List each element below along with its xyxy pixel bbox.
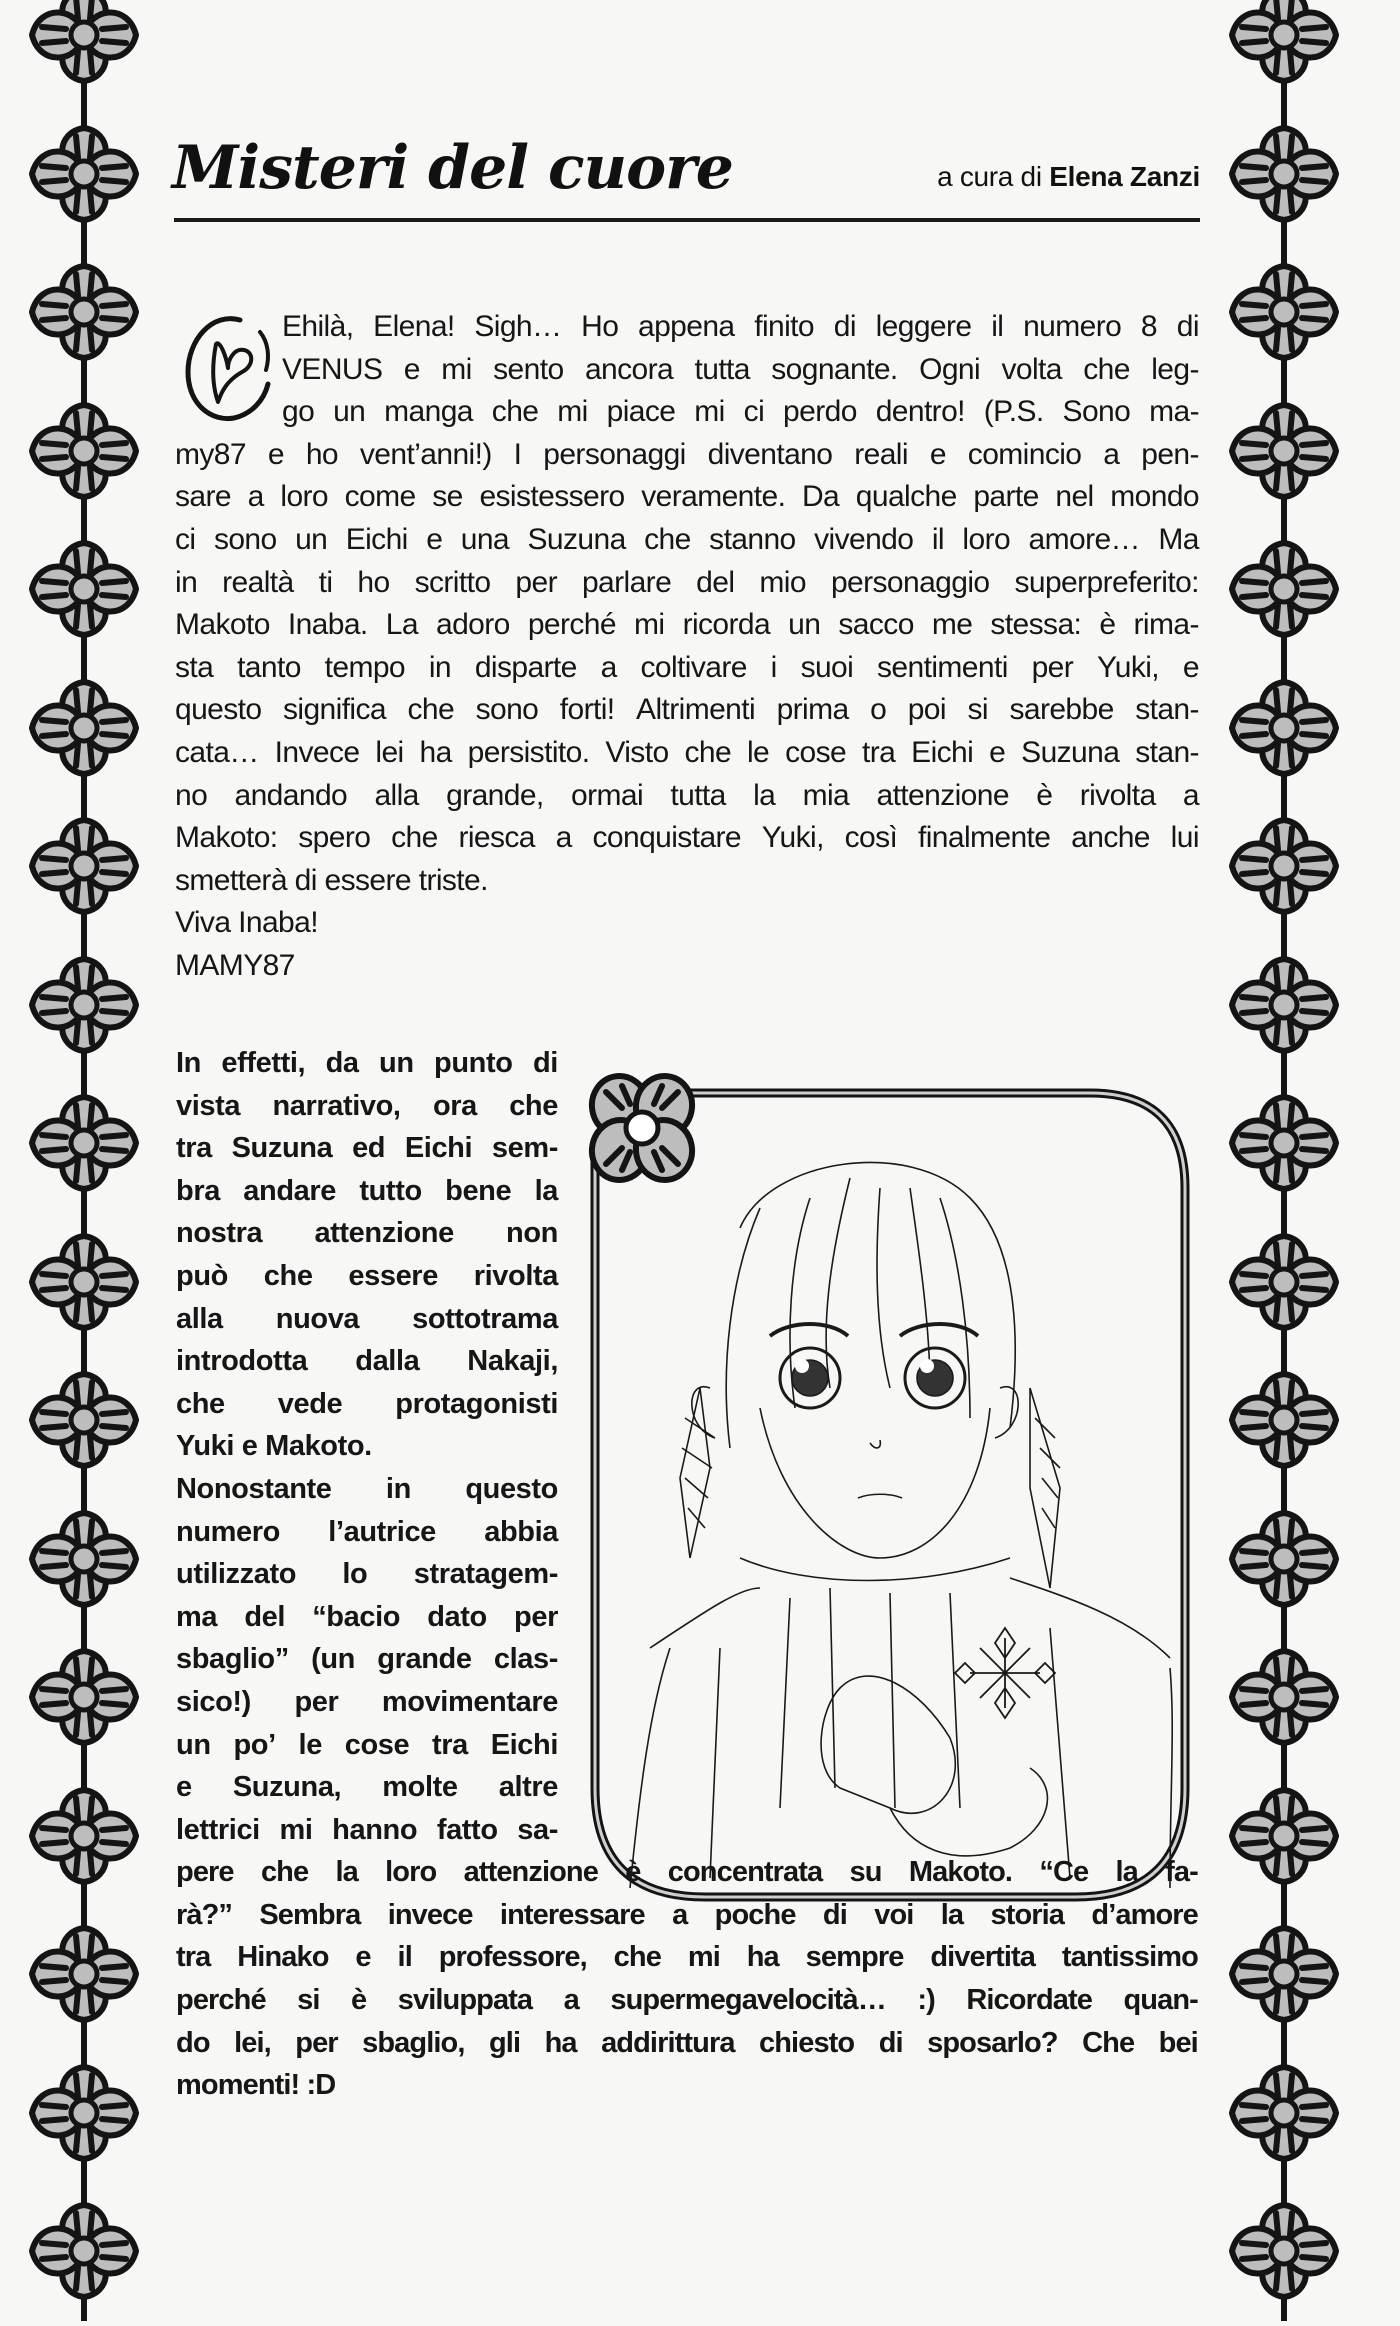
editor-answer	[176, 1042, 1198, 2107]
answer-line: può che essere rivolta	[176, 1259, 558, 1292]
flower-icon	[1214, 2181, 1354, 2321]
answer-line: lettrici mi hanno fatto sa-	[176, 1813, 558, 1846]
flower-icon	[14, 1766, 154, 1906]
flower-icon	[14, 2043, 154, 2183]
answer-line: ma del “bacio dato per	[176, 1600, 558, 1633]
flower-icon	[14, 381, 154, 521]
answer-line: In effetti, da un punto di	[176, 1047, 558, 1079]
answer-line: introdotta dalla Nakaji,	[176, 1345, 558, 1378]
letter-line: Makoto: spero che riesca a conquistare Yuki, così finalmente anche lui	[175, 821, 1199, 855]
flower-icon	[1214, 658, 1354, 798]
letter-line: in realtà ti ho scritto per parlare del mio personaggio superpreferito:	[175, 565, 1199, 599]
flower-icon	[1214, 935, 1354, 1075]
flower-icon	[1214, 1627, 1354, 1767]
letter-line: sta tanto tempo in disparte a coltivare i suoi sentimenti per Yuki, e	[175, 650, 1199, 684]
answer-line: rà?” Sembra invece interessare a poche di voi la storia d’amore	[176, 1898, 1198, 1931]
letter-line: ci sono un Eichi e una Suzuna che stanno vivendo il loro amore… Ma	[175, 522, 1199, 556]
flower-icon	[1214, 0, 1354, 105]
flower-icon	[14, 104, 154, 244]
header-rule	[174, 218, 1200, 222]
letter-line: no andando alla grande, ormai tutta la mia attenzione è rivolta a	[175, 778, 1199, 812]
flower-icon	[14, 935, 154, 1075]
letter-line: smetterà di essere triste.	[175, 863, 488, 897]
letter-line: sare a loro come se esistessero veramente. Da qualche parte nel mondo	[175, 480, 1199, 514]
letter-closing: Viva Inaba!	[175, 906, 318, 940]
letter-line: Ehilà, Elena! Sigh… Ho appena finito di leggere il numero 8 di	[282, 310, 1199, 343]
flower-icon	[14, 1627, 154, 1767]
letter-line: my87 e ho vent’anni!) I personaggi diventano reali e comincio a pen-	[175, 437, 1199, 471]
flower-icon	[14, 519, 154, 659]
flower-icon	[1214, 1766, 1354, 1906]
flower-icon	[1214, 1904, 1354, 2044]
answer-line: tra Suzuna ed Eichi sem-	[176, 1132, 558, 1165]
answer-line: momenti! :D	[176, 2069, 336, 2102]
byline-prefix: a cura di	[937, 161, 1042, 192]
answer-line: tra Hinako e il professore, che mi ha sempre divertita tantissimo	[176, 1941, 1198, 1974]
flower-icon	[14, 0, 154, 105]
flower-icon	[14, 1489, 154, 1629]
answer-line: nostra attenzione non	[176, 1217, 558, 1250]
flower-icon	[14, 242, 154, 382]
flower-icon	[1214, 796, 1354, 936]
byline-author: Elena Zanzi	[1049, 161, 1200, 192]
answer-line: pere che la loro attenzione è concentrata su Makoto. “Ce la fa-	[176, 1856, 1198, 1889]
answer-line: perché si è sviluppata a supermegavelocità… :) Ricordate quan-	[176, 1984, 1198, 2017]
left-flower-border	[14, 0, 154, 2230]
answer-line: Nonostante in questo	[176, 1472, 558, 1505]
answer-line: do lei, per sbaglio, gli ha addirittura chiesto di sposarlo? Che bei	[176, 2026, 1198, 2059]
letter-line: cata… Invece lei ha persistito. Visto che le cose tra Eichi e Suzuna stan-	[175, 735, 1199, 769]
flower-icon	[14, 2181, 154, 2321]
flower-icon	[14, 1073, 154, 1213]
answer-line: utilizzato lo stratagem-	[176, 1558, 558, 1591]
answer-line: un po’ le cose tra Eichi	[176, 1728, 558, 1761]
right-flower-border	[1214, 0, 1354, 2230]
letter-line: questo significa che sono forti! Altrimenti prima o poi si sarebbe stan-	[175, 693, 1199, 727]
flower-icon	[14, 658, 154, 798]
flower-icon	[1214, 2043, 1354, 2183]
flower-icon	[1214, 1350, 1354, 1490]
answer-line: Yuki e Makoto.	[176, 1430, 372, 1463]
flower-icon	[1214, 1489, 1354, 1629]
letter-line: go un manga che mi piace mi ci perdo dentro! (P.S. Sono ma-	[282, 395, 1199, 429]
answer-line: alla nuova sottotrama	[176, 1302, 558, 1335]
answer-line: numero l’autrice abbia	[176, 1515, 558, 1548]
answer-line: vista narrativo, ora che	[176, 1089, 558, 1122]
letter-line: Makoto Inaba. La adoro perché mi ricorda un sacco me stessa: è rima-	[175, 608, 1199, 642]
flower-icon	[1214, 381, 1354, 521]
letter-signature: MAMY87	[175, 948, 295, 982]
flower-icon	[1214, 519, 1354, 659]
flower-icon	[1214, 242, 1354, 382]
flower-icon	[14, 1212, 154, 1352]
byline	[937, 160, 1200, 194]
letter-line: VENUS e mi sento ancora tutta sognante. Ogni volta che leg-	[282, 352, 1199, 386]
flower-icon	[1214, 1212, 1354, 1352]
answer-line: sico!) per movimentare	[176, 1685, 558, 1718]
flower-icon	[1214, 104, 1354, 244]
page-title: Misteri del cuore	[172, 133, 733, 203]
reader-letter	[175, 306, 1199, 988]
flower-icon	[14, 796, 154, 936]
flower-icon	[14, 1350, 154, 1490]
flower-icon	[1214, 1073, 1354, 1213]
answer-line: sbaglio” (un grande clas-	[176, 1643, 558, 1676]
answer-line: che vede protagonisti	[176, 1387, 558, 1420]
flower-icon	[14, 1904, 154, 2044]
answer-line: bra andare tutto bene la	[176, 1174, 558, 1207]
answer-line: e Suzuna, molte altre	[176, 1771, 558, 1804]
